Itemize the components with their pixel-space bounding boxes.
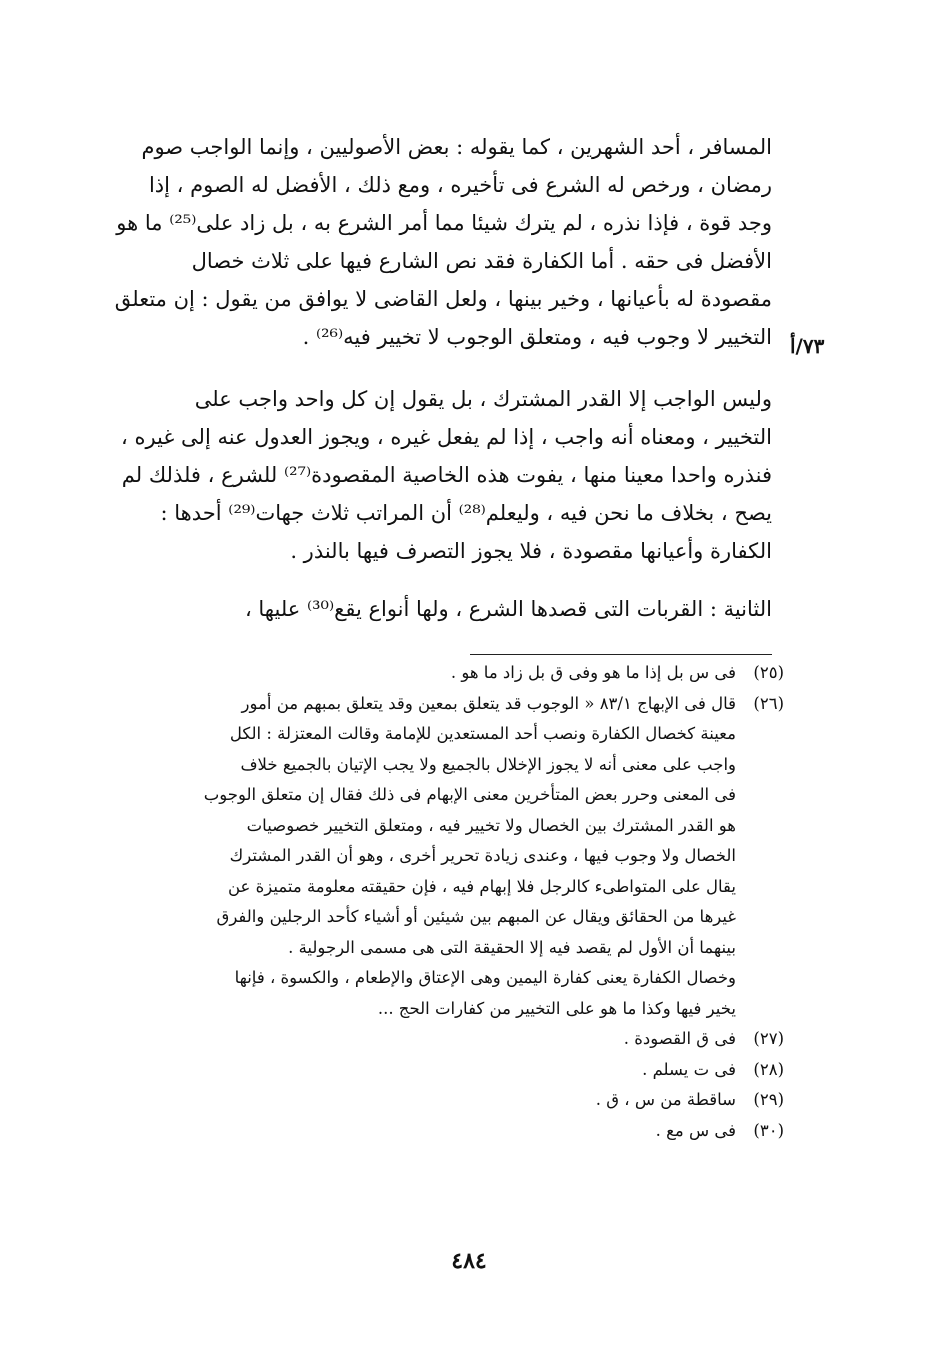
text-line: الكفارة وأعيانها مقصودة ، فلا يجوز التصرف فيها بالنذر . bbox=[290, 539, 772, 563]
footnote-28 bbox=[102, 1055, 784, 1086]
footnote-number: (٢٩) bbox=[753, 1090, 784, 1109]
footnote-line: قال فى الإبهاج ٨٣/١ « الوجوب قد يتعلق بمعين وقد يتعلق بمبهم من أمور bbox=[241, 693, 736, 713]
paragraph-2 bbox=[102, 380, 772, 570]
footnote-line: واجب على معنى أنه لا يجوز الإخلال بالجميع ولا يجب الإتيان بالجميع خلاف bbox=[240, 754, 736, 774]
margin-folio-reference: ٧٣/أ bbox=[790, 334, 825, 358]
text-line: التخيير لا وجوب فيه ، ومتعلق الوجوب لا تخيير فيه⁽²⁶⁾ . bbox=[302, 325, 772, 349]
footnote-line: غيرها من الحقائق ويقال عن المبهم بين شيئين أو أشياء كأحد الرجلين والفرق bbox=[216, 907, 736, 926]
text-line: التخيير ، ومعناه أنه واجب ، إذا لم يفعل غيره ، ويجوز العدول عنه إلى غيره ، bbox=[121, 425, 772, 449]
footnote-line: الخصال ولا وجوب فيها ، وعندى زيادة تحرير أخرى ، وهو أن القدر المشترك bbox=[229, 846, 736, 865]
footnote-line: بينهما أن الأول لم يقصد فيه إلا الحقيقة التى هى مسمى الرجولية . bbox=[288, 937, 736, 957]
footnote-line: ساقطة من س ، ق . bbox=[595, 1090, 736, 1109]
text-line: الأفضل فى حقه . أما الكفارة فقد نص الشارع فيها على ثلاث خصال bbox=[191, 249, 772, 273]
footnotes bbox=[102, 658, 784, 1146]
footnote-number: (٢٥) bbox=[753, 663, 784, 682]
footnote-26 bbox=[102, 689, 784, 1025]
footnote-line: فى ق القصودة . bbox=[623, 1029, 736, 1048]
footnote-line: فى س بل إذا ما هو وفى ق بل زاد ما هو . bbox=[450, 663, 736, 682]
text-line: الثانية : القربات التى قصدها الشرع ، ولها أنواع يقع⁽³⁰⁾ عليها ، bbox=[244, 597, 772, 621]
footnote-separator bbox=[470, 654, 772, 655]
footnote-line: يخير فيها وكذا ما هو على التخيير من كفارات الحج ... bbox=[377, 998, 736, 1018]
footnote-number: (٢٨) bbox=[753, 1059, 784, 1079]
footnote-line: يقال على المتواطىء كالرجل فلا إبهام فيه ، فإن حقيقته معلومة متميزة عن bbox=[227, 876, 736, 896]
paragraph-3 bbox=[102, 590, 772, 628]
footnote-line: فى ت يسلم . bbox=[642, 1059, 736, 1079]
footnote-25 bbox=[102, 658, 784, 689]
footnote-27 bbox=[102, 1024, 784, 1055]
paragraph-1 bbox=[102, 128, 772, 356]
footnote-number: (٣٠) bbox=[753, 1120, 784, 1140]
footnote-line: فى المعنى وحرر بعض المتأخرين معنى الإبهام فى ذلك فقال إن متعلق الوجوب bbox=[203, 785, 736, 804]
footnote-number: (٢٦) bbox=[753, 693, 784, 713]
text-line: يصح ، بخلاف ما نحن فيه ، وليعلم⁽²⁸⁾ أن المراتب ثلاث جهات⁽²⁹⁾ أحدها : bbox=[160, 501, 772, 525]
footnote-30 bbox=[102, 1116, 784, 1147]
footnote-line: معينة كخصال الكفارة ونصب أحد المستعدين للإمامة وقالت المعتزلة : الكل bbox=[229, 724, 736, 743]
footnote-29 bbox=[102, 1085, 784, 1116]
text-line: وليس الواجب إلا القدر المشترك ، بل يقول إن كل واحد واجب على bbox=[194, 387, 772, 411]
page-number: ٤٨٤ bbox=[451, 1248, 487, 1274]
footnote-line: فى س مع . bbox=[655, 1120, 736, 1140]
text-line: فنذره واحدا معينا منها ، يفوت هذه الخاصية المقصودة⁽²⁷⁾ للشرع ، فلذلك لم bbox=[121, 463, 772, 487]
footnote-number: (٢٧) bbox=[753, 1029, 784, 1048]
footnote-line: هو القدر المشترك بين الخصال ولا تخيير فيه ، ومتعلق التخيير خصوصيات bbox=[246, 815, 736, 835]
text-line: وجد قوة ، فإذا نذره ، لم يترك شيئا مما أمر الشرع به ، بل زاد على⁽²⁵⁾ ما هو bbox=[116, 211, 772, 235]
footnote-line: وخصال الكفارة يعنى كفارة اليمين وهى الإعتاق والإطعام ، والكسوة ، فإنها bbox=[234, 968, 736, 987]
text-line: مقصودة له بأعيانها ، وخير بينها ، ولعل القاضى لا يوافق من يقول : إن متعلق bbox=[114, 287, 772, 311]
text-line: المسافر ، أحد الشهرين ، كما يقوله : بعض الأصوليين ، وإنما الواجب صوم bbox=[141, 135, 772, 159]
text-line: رمضان ، ورخص له الشرع فى تأخيره ، ومع ذلك ، الأفضل له الصوم ، إذا bbox=[148, 173, 772, 197]
